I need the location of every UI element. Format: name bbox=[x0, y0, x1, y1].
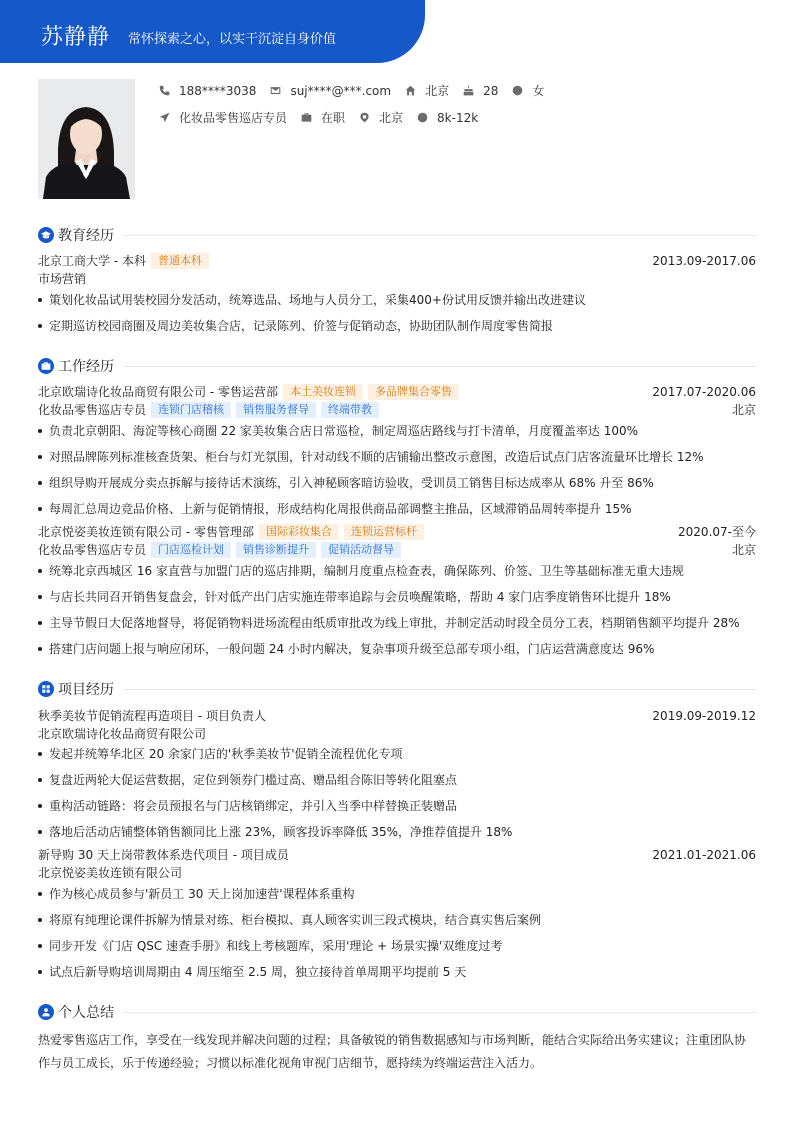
info-email bbox=[270, 84, 391, 98]
list-item: 每周汇总周边竞品价格、上新与促销情报，形成结构化周报供商品部调整主推品，区域滞销品周转率提升 15% bbox=[38, 500, 756, 517]
education-date: 2013.09-2017.06 bbox=[652, 253, 756, 268]
graduation-cap-icon bbox=[41, 230, 51, 240]
info-hometown bbox=[405, 82, 449, 99]
job-header bbox=[38, 523, 756, 540]
company-tag: 本土美妆连锁 bbox=[283, 384, 363, 400]
list-item: 组织导购开展成分卖点拆解与接待话术演练，引入神秘顾客暗访验收，受训员工销售目标达成率从 68% 升至 86% bbox=[38, 474, 756, 491]
job-status-text: 在职 bbox=[321, 111, 346, 125]
age-text: 28 bbox=[483, 83, 499, 98]
section-title-summary: 个人总结 bbox=[58, 1005, 114, 1021]
section-divider bbox=[124, 366, 756, 367]
list-item: 统筹北京西城区 16 家直营与加盟门店的巡店排期，编制月度重点检查表，确保陈列、价签、卫生等基础标准无重大违规 bbox=[38, 562, 756, 579]
role-tag: 连锁门店稽核 bbox=[151, 402, 231, 418]
user-icon bbox=[41, 1007, 51, 1017]
send-icon bbox=[159, 112, 170, 123]
target-city-text: 北京 bbox=[379, 111, 404, 125]
job-role-row bbox=[38, 401, 756, 418]
list-item: 定期巡访校园商圈及周边美妆集合店，记录陈列、价签与促销动态，协助团队制作周度零售简报 bbox=[38, 317, 756, 334]
info-age bbox=[463, 84, 498, 98]
project-header bbox=[38, 707, 756, 724]
info-target-job bbox=[159, 109, 287, 126]
list-item: 复盘近两轮大促运营数据，定位到领券门槛过高、赠品组合陈旧等转化阻塞点 bbox=[38, 771, 756, 788]
project-company: 北京悦姿美妆连锁有限公司 bbox=[38, 866, 183, 880]
job-date: 2017.07-2020.06 bbox=[652, 384, 756, 399]
profile-photo bbox=[38, 79, 135, 199]
basic-info-row-1 bbox=[159, 82, 558, 99]
info-target-city bbox=[359, 109, 403, 126]
section-divider bbox=[124, 235, 756, 236]
list-item: 主导节假日大促落地督导，将促销物料进场流程由纸质审批改为线上审批，并制定活动时段全员分工表，档期销售额平均提升 28% bbox=[38, 614, 756, 631]
phone-icon bbox=[159, 85, 170, 96]
project-company-row bbox=[38, 725, 756, 742]
job-role: 化妆品零售巡店专员 bbox=[38, 543, 147, 557]
email-text: suj****@***.com bbox=[290, 83, 392, 98]
role-tag: 门店巡检计划 bbox=[151, 542, 231, 558]
project-date: 2021.01-2021.06 bbox=[652, 847, 756, 862]
education-tag: 普通本科 bbox=[151, 253, 209, 269]
list-item: 试点后新导购培训周期由 4 周压缩至 2.5 周，独立接待首单周期平均提前 5 天 bbox=[38, 963, 756, 980]
school-title: 北京工商大学 - 本科 bbox=[38, 254, 146, 268]
candidate-name: 苏静静 bbox=[41, 25, 111, 50]
summary-text: 热爱零售巡店工作，享受在一线发现并解决问题的过程；具备敏锐的销售数据感知与市场判断，能结合实际给出务实建议；注重团队协作与员工成长，乐于传递经验；习惯以标准化视角审视门店细节，愿持续为终端运营注入活力。 bbox=[38, 1033, 747, 1070]
info-phone bbox=[159, 84, 256, 98]
salary-text: 8k-12k bbox=[437, 110, 479, 125]
mail-icon bbox=[270, 85, 281, 96]
briefcase-icon bbox=[41, 361, 51, 371]
job-role: 化妆品零售巡店专员 bbox=[38, 403, 147, 417]
company-tag: 连锁运营标杆 bbox=[344, 524, 424, 540]
gender-text: 女 bbox=[532, 84, 545, 98]
info-job-status bbox=[301, 109, 345, 126]
list-item: 作为核心成员参与'新员工 30 天上岗加速营'课程体系重构 bbox=[38, 885, 756, 902]
list-item: 同步开发《门店 QSC 速查手册》和线上考核题库，采用'理论 + 场景实操'双维度过考 bbox=[38, 937, 756, 954]
section-summary bbox=[38, 1002, 756, 1022]
company-tag: 国际彩妆集合 bbox=[259, 524, 339, 540]
education-major: 市场营销 bbox=[38, 272, 87, 286]
education-header bbox=[38, 252, 756, 269]
list-item: 发起并统筹华北区 20 余家门店的'秋季美妆节'促销全流程优化专项 bbox=[38, 745, 756, 762]
info-gender bbox=[512, 82, 544, 99]
job-company: 北京悦姿美妆连锁有限公司 - 零售管理部 bbox=[38, 525, 254, 539]
briefcase-icon bbox=[301, 112, 312, 123]
project-title: 新导购 30 天上岗带教体系迭代项目 - 项目成员 bbox=[38, 848, 289, 862]
project-company-row bbox=[38, 864, 756, 881]
section-work bbox=[38, 356, 756, 376]
project-header bbox=[38, 846, 756, 863]
list-item: 将原有纯理论课件拆解为情景对练、柜台模拟、真人顾客实训三段式模块，结合真实售后案例 bbox=[38, 911, 756, 928]
target-job-text: 化妆品零售巡店专员 bbox=[179, 111, 288, 125]
project-title: 秋季美妆节促销流程再造项目 - 项目负责人 bbox=[38, 709, 266, 723]
basic-info-row-2 bbox=[159, 109, 492, 126]
list-item: 落地后活动店铺整体销售额同比上涨 23%，顾客投诉率降低 35%，净推荐值提升 18% bbox=[38, 823, 756, 840]
gender-icon bbox=[512, 85, 523, 96]
role-tag: 终端带教 bbox=[321, 402, 379, 418]
location-icon bbox=[359, 112, 370, 123]
phone-text: 188****3038 bbox=[179, 83, 257, 98]
hometown-text: 北京 bbox=[425, 84, 450, 98]
section-education bbox=[38, 225, 756, 245]
project-date: 2019.09-2019.12 bbox=[652, 708, 756, 723]
list-item: 搭建门店问题上报与响应闭环，一般问题 24 小时内解决，复杂事项升级至总部专项小组，门店运营满意度达 96% bbox=[38, 640, 756, 657]
section-divider bbox=[124, 689, 756, 690]
role-tag: 销售服务督导 bbox=[236, 402, 316, 418]
cake-icon bbox=[463, 85, 474, 96]
project-company: 北京欧瑞诗化妆品商贸有限公司 bbox=[38, 727, 207, 741]
section-projects bbox=[38, 679, 756, 699]
list-item: 对照品牌陈列标准核查货架、柜台与灯光氛围，针对动线不顺的店铺输出整改示意图，改造后试点门店客流量环比增长 12% bbox=[38, 448, 756, 465]
job-company: 北京欧瑞诗化妆品商贸有限公司 - 零售运营部 bbox=[38, 385, 278, 399]
info-salary bbox=[417, 111, 478, 125]
role-tag: 销售诊断提升 bbox=[236, 542, 316, 558]
company-tag: 多品牌集合零售 bbox=[368, 384, 459, 400]
job-header bbox=[38, 383, 756, 400]
section-title-work: 工作经历 bbox=[58, 359, 114, 375]
list-item: 负责北京朝阳、海淀等核心商圈 22 家美妆集合店日常巡检，制定周巡店路线与打卡清单，月度覆盖率达 100% bbox=[38, 422, 756, 439]
candidate-motto: 常怀探索之心，以实干沉淀自身价值 bbox=[128, 32, 337, 47]
job-role-row bbox=[38, 541, 756, 558]
job-city: 北京 bbox=[731, 543, 756, 557]
role-tag: 促销活动督导 bbox=[321, 542, 401, 558]
job-date: 2020.07-至今 bbox=[678, 525, 756, 539]
list-item: 与店长共同召开销售复盘会，针对低产出门店实施连带率追踪与会员唤醒策略，帮助 4 家门店季度销售环比提升 18% bbox=[38, 588, 756, 605]
section-divider bbox=[124, 1012, 756, 1013]
salary-icon bbox=[417, 112, 428, 123]
list-item: 策划化妆品试用装校园分发活动，统筹选品、场地与人员分工，采集400+份试用反馈并输出改进建议 bbox=[38, 291, 756, 308]
job-city: 北京 bbox=[731, 403, 756, 417]
grid-icon bbox=[41, 684, 51, 694]
education-major-row bbox=[38, 270, 756, 287]
section-title-projects: 项目经历 bbox=[58, 682, 114, 698]
home-icon bbox=[405, 85, 416, 96]
section-title-education: 教育经历 bbox=[58, 228, 114, 244]
list-item: 重构活动链路：将会员预报名与门店核销绑定，并引入当季中样替换正装赠品 bbox=[38, 797, 756, 814]
